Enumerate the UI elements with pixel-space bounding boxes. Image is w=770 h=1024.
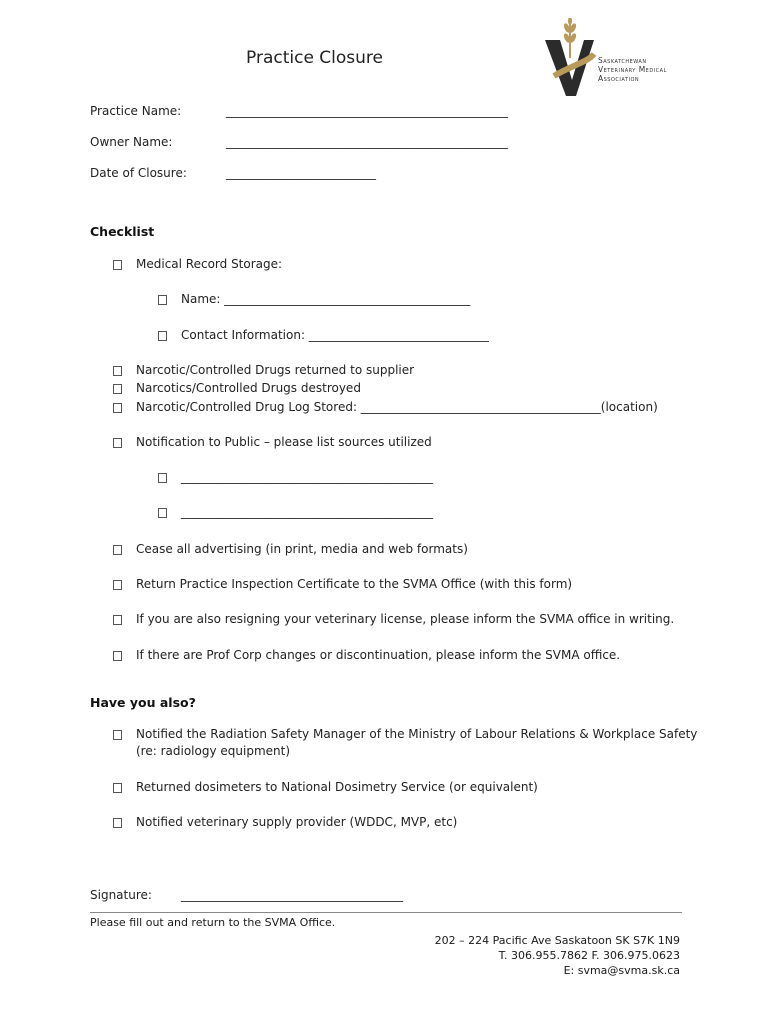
checkbox-narcotic-log[interactable] xyxy=(113,403,122,413)
resigning-label: If you are also resigning your veterinary license, please inform the SVMA office in writing. xyxy=(136,612,675,626)
checkbox-storage-name[interactable] xyxy=(158,295,167,305)
signature-label: Signature: xyxy=(90,888,152,902)
owner-name-field[interactable]: _______________________________________________ xyxy=(226,135,508,149)
signature-field[interactable]: _____________________________________ xyxy=(181,888,403,902)
checklist-heading: Checklist xyxy=(90,224,155,239)
checkbox-source-2[interactable] xyxy=(158,508,167,518)
radiation-label-line-2: (re: radiology equipment) xyxy=(136,744,291,758)
logo-text-line-1: Saskatchewan xyxy=(598,56,647,65)
checkbox-supply[interactable] xyxy=(113,818,122,828)
storage-name-field[interactable]: Name: _________________________________________ xyxy=(181,292,471,306)
practice-name-field[interactable]: _______________________________________________ xyxy=(226,104,508,118)
footer-phone: T. 306.955.7862 F. 306.975.0623 xyxy=(498,949,680,962)
medical-record-label: Medical Record Storage: xyxy=(136,257,283,271)
checkbox-narcotic-returned[interactable] xyxy=(113,366,122,376)
return-certificate-label: Return Practice Inspection Certificate to the SVMA Office (with this form) xyxy=(136,577,573,591)
checkbox-return-certificate[interactable] xyxy=(113,580,122,590)
source-field-2[interactable]: __________________________________________ xyxy=(181,505,433,519)
radiation-label-line-1: Notified the Radiation Safety Manager of the Ministry of Labour Relations & Workplace Safety xyxy=(136,727,698,741)
notification-label: Notification to Public – please list sources utilized xyxy=(136,435,432,449)
checkbox-resigning[interactable] xyxy=(113,615,122,625)
checkbox-storage-contact[interactable] xyxy=(158,331,167,341)
checkbox-cease-advertising[interactable] xyxy=(113,545,122,555)
footer-divider xyxy=(90,912,682,913)
checkbox-notification[interactable] xyxy=(113,438,122,448)
footer-email: E: svma@svma.sk.ca xyxy=(563,964,680,977)
practice-name-label: Practice Name: xyxy=(90,104,182,118)
narcotic-log-field[interactable]: Narcotic/Controlled Drug Log Stored: ________________________________________(location) xyxy=(136,400,658,414)
page-title: Practice Closure xyxy=(246,48,384,68)
checkbox-prof-corp[interactable] xyxy=(113,651,122,661)
have-you-also-heading: Have you also? xyxy=(90,695,196,710)
checkbox-medical-record[interactable] xyxy=(113,260,122,270)
dosimeters-label: Returned dosimeters to National Dosimetry Service (or equivalent) xyxy=(136,780,538,794)
footer-instruction: Please fill out and return to the SVMA Office. xyxy=(90,916,336,929)
logo-text-line-2: Veterinary Medical xyxy=(598,65,667,74)
checkbox-source-1[interactable] xyxy=(158,473,167,483)
date-of-closure-label: Date of Closure: xyxy=(90,166,187,180)
footer-address: 202 – 224 Pacific Ave Saskatoon SK S7K 1N9 xyxy=(434,934,680,947)
date-of-closure-field[interactable]: _________________________ xyxy=(226,166,376,180)
source-field-1[interactable]: __________________________________________ xyxy=(181,470,433,484)
owner-name-label: Owner Name: xyxy=(90,135,173,149)
checkbox-radiation[interactable] xyxy=(113,730,122,740)
narcotic-returned-label: Narcotic/Controlled Drugs returned to supplier xyxy=(136,363,415,377)
supply-label: Notified veterinary supply provider (WDDC, MVP, etc) xyxy=(136,815,458,829)
logo-text-line-3: Association xyxy=(598,74,640,83)
cease-advertising-label: Cease all advertising (in print, media and web formats) xyxy=(136,542,468,556)
storage-contact-field[interactable]: Contact Information: ______________________________ xyxy=(181,328,489,342)
checkbox-dosimeters[interactable] xyxy=(113,783,122,793)
checkbox-narcotic-destroyed[interactable] xyxy=(113,384,122,394)
prof-corp-label: If there are Prof Corp changes or discontinuation, please inform the SVMA office. xyxy=(136,648,621,662)
narcotic-destroyed-label: Narcotics/Controlled Drugs destroyed xyxy=(136,381,361,395)
